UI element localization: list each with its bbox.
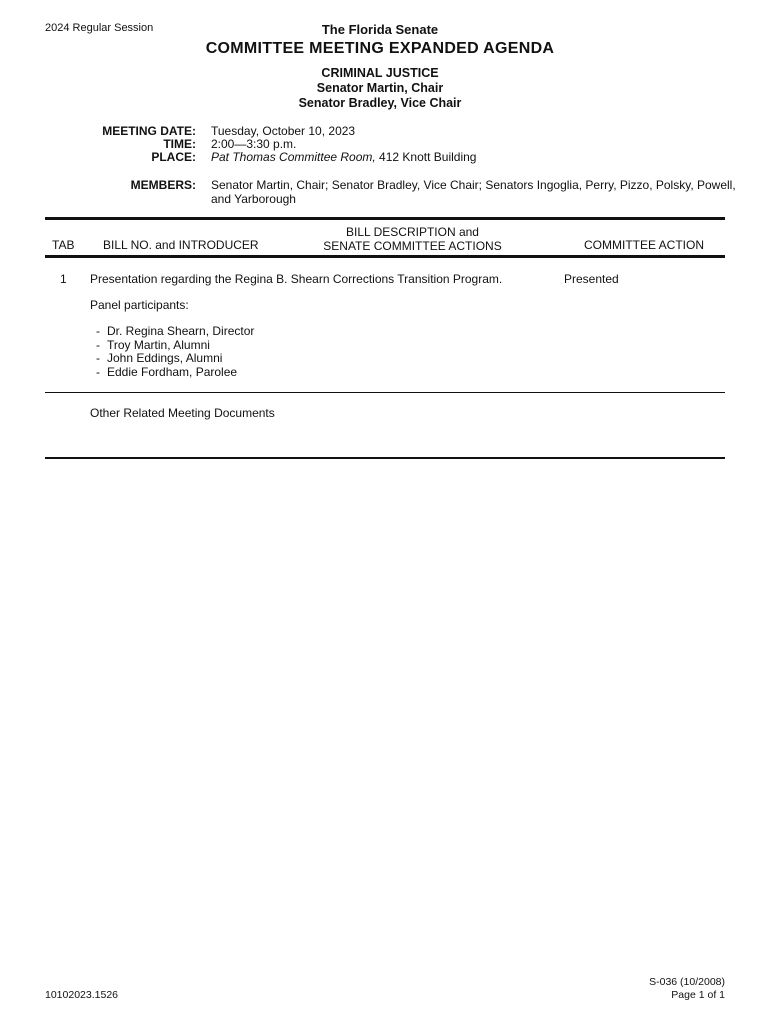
list-item: - Troy Martin, Alumni — [96, 337, 210, 352]
col-header-description — [300, 225, 525, 253]
participant-name: Troy Martin, Alumni — [107, 337, 210, 352]
participant-name: Eddie Fordham, Parolee — [107, 364, 238, 379]
meeting-time: 2:00—3:30 p.m. — [211, 137, 297, 151]
committee-vice-chair: Senator Bradley, Vice Chair — [298, 96, 462, 110]
page-title: COMMITTEE MEETING EXPANDED AGENDA — [205, 40, 555, 57]
participant-name: John Eddings, Alumni — [107, 351, 223, 365]
members-label: MEMBERS: — [130, 178, 196, 192]
other-documents-link[interactable]: Other Related Meeting Documents — [90, 406, 275, 420]
col-header-description-line-1: BILL DESCRIPTION and — [346, 225, 479, 239]
meeting-place-room: Pat Thomas Committee Room, — [211, 150, 376, 164]
list-item: - Dr. Regina Shearn, Director — [96, 324, 255, 338]
row-tab-number: 1 — [60, 272, 67, 286]
members-line-2: and Yarborough — [211, 192, 296, 206]
col-header-action: COMMITTEE ACTION — [584, 238, 704, 252]
col-header-description-line-2: SENATE COMMITTEE ACTIONS — [323, 239, 502, 253]
page-number: Page 1 of 1 — [671, 989, 725, 1001]
meeting-place-building: 412 Knott Building — [375, 150, 477, 164]
participant-list — [96, 325, 254, 379]
meeting-time-label: TIME: — [163, 137, 196, 151]
session-label: 2024 Regular Session — [45, 22, 154, 34]
list-item: - John Eddings, Alumni — [96, 351, 223, 365]
list-item: - Eddie Fordham, Parolee — [96, 364, 238, 379]
table-header-rule — [45, 255, 725, 258]
row-description: Presentation regarding the Regina B. Shearn Corrections Transition Program. — [90, 272, 503, 286]
table-bottom-rule — [45, 457, 725, 459]
col-header-bill: BILL NO. and INTRODUCER — [103, 238, 259, 252]
organization-name: The Florida Senate — [321, 22, 439, 37]
meeting-place-label: PLACE: — [151, 150, 196, 164]
panel-participants-label: Panel participants: — [90, 298, 189, 312]
table-top-rule — [45, 217, 725, 220]
row-divider — [45, 392, 725, 393]
meeting-date: Tuesday, October 10, 2023 — [211, 124, 356, 138]
committee-chair: Senator Martin, Chair — [316, 81, 444, 95]
participant-name: Dr. Regina Shearn, Director — [107, 324, 255, 338]
row-committee-action: Presented — [564, 272, 619, 286]
meeting-place — [211, 150, 476, 164]
col-header-tab: TAB — [52, 238, 75, 252]
form-number: S-036 (10/2008) — [649, 976, 725, 988]
members-line-1: Senator Martin, Chair; Senator Bradley, Vice Chair; Senators Ingoglia, Perry, Pizzo, Polsky, Powell, — [211, 178, 736, 192]
meeting-date-label: MEETING DATE: — [102, 124, 196, 138]
committee-name: CRIMINAL JUSTICE — [321, 66, 439, 80]
document-id: 10102023.1526 — [45, 989, 118, 1001]
